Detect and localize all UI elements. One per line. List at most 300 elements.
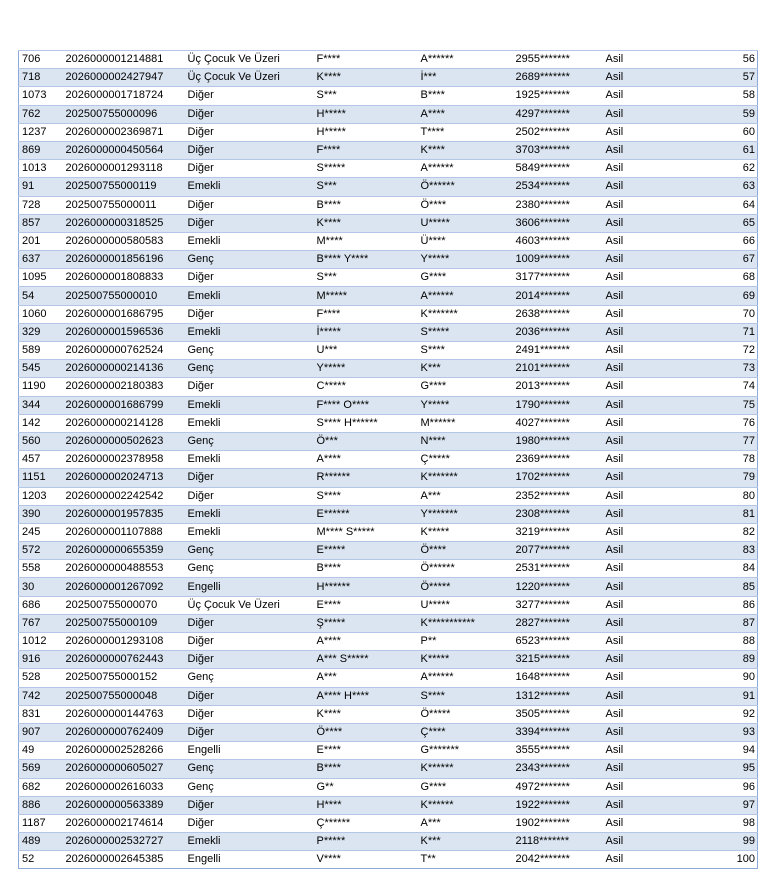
cell-application-no: 2026000002180383	[63, 378, 185, 396]
cell-id-number: 4603*******	[513, 232, 603, 250]
cell-rank: 74	[663, 378, 758, 396]
cell-id-number: 2369*******	[513, 451, 603, 469]
cell-application-no: 2026000000563389	[63, 796, 185, 814]
cell-first-name: B****	[314, 196, 418, 214]
cell-id-number: 1902*******	[513, 814, 603, 832]
cell-last-name: K*****	[418, 523, 513, 541]
cell-rank: 84	[663, 560, 758, 578]
cell-rank: 98	[663, 814, 758, 832]
cell-last-name: A******	[418, 51, 513, 69]
cell-row-no: 1095	[19, 269, 63, 287]
cell-category: Diğer	[185, 378, 314, 396]
cell-application-no: 2026000002645385	[63, 851, 185, 869]
cell-application-no: 202500755000011	[63, 196, 185, 214]
cell-application-no: 2026000000214128	[63, 414, 185, 432]
cell-first-name: A****	[314, 451, 418, 469]
cell-category: Üç Çocuk Ve Üzeri	[185, 51, 314, 69]
cell-rank: 79	[663, 469, 758, 487]
cell-row-no: 49	[19, 742, 63, 760]
cell-rank: 86	[663, 596, 758, 614]
cell-last-name: T**	[418, 851, 513, 869]
cell-category: Diğer	[185, 705, 314, 723]
cell-id-number: 3394*******	[513, 723, 603, 741]
cell-row-no: 907	[19, 723, 63, 741]
cell-category: Emekli	[185, 505, 314, 523]
table-row	[19, 87, 758, 105]
cell-application-no: 2026000002369871	[63, 123, 185, 141]
cell-id-number: 2013*******	[513, 378, 603, 396]
cell-id-number: 2380*******	[513, 196, 603, 214]
cell-last-name: A***	[418, 814, 513, 832]
cell-first-name: V****	[314, 851, 418, 869]
cell-id-number: 1312*******	[513, 687, 603, 705]
cell-application-no: 2026000000502623	[63, 432, 185, 450]
cell-application-no: 2026000001808833	[63, 269, 185, 287]
table-row	[19, 305, 758, 323]
cell-category: Genç	[185, 542, 314, 560]
cell-row-no: 329	[19, 323, 63, 341]
cell-category: Emekli	[185, 396, 314, 414]
cell-first-name: G**	[314, 778, 418, 796]
cell-status: Asil	[603, 360, 663, 378]
cell-last-name: Ö****	[418, 542, 513, 560]
cell-row-no: 742	[19, 687, 63, 705]
cell-application-no: 2026000002427947	[63, 69, 185, 87]
cell-id-number: 1925*******	[513, 87, 603, 105]
table-row	[19, 123, 758, 141]
cell-id-number: 4297*******	[513, 105, 603, 123]
cell-id-number: 3215*******	[513, 651, 603, 669]
cell-application-no: 2026000001856196	[63, 251, 185, 269]
cell-application-no: 2026000002528266	[63, 742, 185, 760]
cell-category: Emekli	[185, 523, 314, 541]
cell-rank: 77	[663, 432, 758, 450]
cell-last-name: Ö*****	[418, 705, 513, 723]
cell-first-name: E****	[314, 742, 418, 760]
cell-rank: 70	[663, 305, 758, 323]
cell-rank: 61	[663, 141, 758, 159]
table-row	[19, 469, 758, 487]
table-row	[19, 542, 758, 560]
cell-last-name: A******	[418, 669, 513, 687]
cell-first-name: M****	[314, 232, 418, 250]
cell-id-number: 2531*******	[513, 560, 603, 578]
cell-last-name: T****	[418, 123, 513, 141]
cell-application-no: 2026000002024713	[63, 469, 185, 487]
cell-application-no: 202500755000152	[63, 669, 185, 687]
cell-status: Asil	[603, 705, 663, 723]
cell-last-name: A******	[418, 287, 513, 305]
cell-category: Diğer	[185, 651, 314, 669]
cell-id-number: 2036*******	[513, 323, 603, 341]
cell-application-no: 2026000002242542	[63, 487, 185, 505]
cell-status: Asil	[603, 596, 663, 614]
cell-first-name: A*** S*****	[314, 651, 418, 669]
cell-row-no: 682	[19, 778, 63, 796]
cell-status: Asil	[603, 523, 663, 541]
cell-category: Diğer	[185, 87, 314, 105]
cell-status: Asil	[603, 251, 663, 269]
cell-row-no: 1013	[19, 160, 63, 178]
cell-rank: 75	[663, 396, 758, 414]
cell-status: Asil	[603, 432, 663, 450]
cell-last-name: Ö****	[418, 196, 513, 214]
table-row	[19, 560, 758, 578]
cell-application-no: 2026000000605027	[63, 760, 185, 778]
table-row	[19, 323, 758, 341]
cell-status: Asil	[603, 651, 663, 669]
cell-category: Diğer	[185, 305, 314, 323]
cell-status: Asil	[603, 269, 663, 287]
cell-application-no: 2026000001293108	[63, 633, 185, 651]
table-row	[19, 833, 758, 851]
cell-last-name: Ö******	[418, 560, 513, 578]
cell-status: Asil	[603, 796, 663, 814]
cell-status: Asil	[603, 196, 663, 214]
cell-category: Engelli	[185, 578, 314, 596]
cell-status: Asil	[603, 451, 663, 469]
cell-category: Diğer	[185, 214, 314, 232]
cell-last-name: U*****	[418, 214, 513, 232]
cell-row-no: 569	[19, 760, 63, 778]
cell-category: Üç Çocuk Ve Üzeri	[185, 596, 314, 614]
cell-first-name: M**** S*****	[314, 523, 418, 541]
cell-first-name: S*****	[314, 160, 418, 178]
cell-category: Genç	[185, 760, 314, 778]
cell-status: Asil	[603, 141, 663, 159]
cell-application-no: 202500755000010	[63, 287, 185, 305]
cell-row-no: 831	[19, 705, 63, 723]
cell-last-name: K****	[418, 141, 513, 159]
cell-row-no: 91	[19, 178, 63, 196]
cell-rank: 66	[663, 232, 758, 250]
table-row	[19, 760, 758, 778]
cell-category: Diğer	[185, 469, 314, 487]
cell-last-name: G****	[418, 778, 513, 796]
cell-rank: 72	[663, 342, 758, 360]
cell-id-number: 3505*******	[513, 705, 603, 723]
cell-last-name: K***********	[418, 614, 513, 632]
cell-rank: 60	[663, 123, 758, 141]
cell-first-name: F**** O****	[314, 396, 418, 414]
cell-category: Diğer	[185, 614, 314, 632]
cell-category: Genç	[185, 251, 314, 269]
cell-first-name: F****	[314, 141, 418, 159]
cell-category: Engelli	[185, 742, 314, 760]
cell-first-name: P*****	[314, 833, 418, 851]
cell-row-no: 718	[19, 69, 63, 87]
cell-first-name: A***	[314, 669, 418, 687]
cell-category: Emekli	[185, 833, 314, 851]
table-row	[19, 214, 758, 232]
cell-row-no: 1190	[19, 378, 63, 396]
cell-first-name: U***	[314, 342, 418, 360]
cell-id-number: 2077*******	[513, 542, 603, 560]
cell-row-no: 1151	[19, 469, 63, 487]
cell-first-name: E******	[314, 505, 418, 523]
cell-id-number: 2101*******	[513, 360, 603, 378]
table-body	[19, 51, 758, 869]
cell-id-number: 2955*******	[513, 51, 603, 69]
table-row	[19, 505, 758, 523]
table-row	[19, 578, 758, 596]
cell-application-no: 2026000000762443	[63, 651, 185, 669]
cell-id-number: 2042*******	[513, 851, 603, 869]
cell-status: Asil	[603, 778, 663, 796]
cell-id-number: 2689*******	[513, 69, 603, 87]
cell-row-no: 869	[19, 141, 63, 159]
cell-id-number: 1648*******	[513, 669, 603, 687]
cell-application-no: 2026000001267092	[63, 578, 185, 596]
cell-rank: 90	[663, 669, 758, 687]
table-row	[19, 723, 758, 741]
cell-first-name: H******	[314, 578, 418, 596]
table-row	[19, 705, 758, 723]
cell-first-name: H*****	[314, 123, 418, 141]
cell-category: Diğer	[185, 796, 314, 814]
cell-id-number: 2534*******	[513, 178, 603, 196]
cell-status: Asil	[603, 814, 663, 832]
cell-application-no: 2026000002532727	[63, 833, 185, 851]
cell-application-no: 2026000001214881	[63, 51, 185, 69]
table-row	[19, 196, 758, 214]
cell-application-no: 2026000002174614	[63, 814, 185, 832]
cell-first-name: S****	[314, 487, 418, 505]
cell-row-no: 142	[19, 414, 63, 432]
table-row	[19, 796, 758, 814]
cell-row-no: 916	[19, 651, 63, 669]
cell-id-number: 3277*******	[513, 596, 603, 614]
table-row	[19, 669, 758, 687]
cell-id-number: 2638*******	[513, 305, 603, 323]
cell-last-name: K*******	[418, 469, 513, 487]
cell-status: Asil	[603, 633, 663, 651]
table-row	[19, 596, 758, 614]
cell-first-name: A****	[314, 633, 418, 651]
cell-application-no: 2026000001107888	[63, 523, 185, 541]
cell-row-no: 686	[19, 596, 63, 614]
cell-rank: 73	[663, 360, 758, 378]
cell-id-number: 2491*******	[513, 342, 603, 360]
cell-rank: 80	[663, 487, 758, 505]
cell-last-name: N****	[418, 432, 513, 450]
cell-rank: 56	[663, 51, 758, 69]
cell-rank: 78	[663, 451, 758, 469]
cell-category: Emekli	[185, 232, 314, 250]
table-row	[19, 160, 758, 178]
cell-id-number: 1009*******	[513, 251, 603, 269]
cell-rank: 96	[663, 778, 758, 796]
cell-row-no: 762	[19, 105, 63, 123]
cell-row-no: 1060	[19, 305, 63, 323]
cell-category: Emekli	[185, 414, 314, 432]
cell-category: Genç	[185, 342, 314, 360]
cell-rank: 97	[663, 796, 758, 814]
cell-first-name: M*****	[314, 287, 418, 305]
cell-last-name: P**	[418, 633, 513, 651]
cell-status: Asil	[603, 560, 663, 578]
cell-status: Asil	[603, 232, 663, 250]
cell-row-no: 1187	[19, 814, 63, 832]
cell-rank: 83	[663, 542, 758, 560]
cell-id-number: 1220*******	[513, 578, 603, 596]
cell-row-no: 201	[19, 232, 63, 250]
cell-rank: 82	[663, 523, 758, 541]
cell-last-name: Y*****	[418, 251, 513, 269]
cell-last-name: S*****	[418, 323, 513, 341]
table-row	[19, 742, 758, 760]
cell-first-name: K****	[314, 705, 418, 723]
cell-last-name: A****	[418, 105, 513, 123]
cell-last-name: Y*****	[418, 396, 513, 414]
table-row	[19, 687, 758, 705]
cell-category: Diğer	[185, 814, 314, 832]
cell-rank: 57	[663, 69, 758, 87]
cell-category: Emekli	[185, 178, 314, 196]
cell-last-name: K******	[418, 760, 513, 778]
cell-application-no: 202500755000096	[63, 105, 185, 123]
cell-rank: 67	[663, 251, 758, 269]
cell-application-no: 2026000000762524	[63, 342, 185, 360]
cell-status: Asil	[603, 760, 663, 778]
cell-rank: 71	[663, 323, 758, 341]
cell-id-number: 3219*******	[513, 523, 603, 541]
cell-status: Asil	[603, 851, 663, 869]
cell-row-no: 589	[19, 342, 63, 360]
cell-application-no: 202500755000119	[63, 178, 185, 196]
cell-row-no: 1203	[19, 487, 63, 505]
cell-row-no: 706	[19, 51, 63, 69]
cell-application-no: 2026000000144763	[63, 705, 185, 723]
cell-last-name: K***	[418, 360, 513, 378]
cell-rank: 65	[663, 214, 758, 232]
table-row	[19, 432, 758, 450]
cell-status: Asil	[603, 396, 663, 414]
cell-row-no: 54	[19, 287, 63, 305]
cell-id-number: 3703*******	[513, 141, 603, 159]
cell-first-name: S***	[314, 178, 418, 196]
cell-row-no: 560	[19, 432, 63, 450]
cell-row-no: 52	[19, 851, 63, 869]
cell-row-no: 857	[19, 214, 63, 232]
cell-last-name: Ç****	[418, 723, 513, 741]
cell-first-name: S***	[314, 269, 418, 287]
cell-row-no: 30	[19, 578, 63, 596]
cell-last-name: S****	[418, 342, 513, 360]
cell-first-name: E*****	[314, 542, 418, 560]
cell-rank: 69	[663, 287, 758, 305]
cell-row-no: 489	[19, 833, 63, 851]
cell-category: Diğer	[185, 196, 314, 214]
cell-id-number: 3177*******	[513, 269, 603, 287]
cell-rank: 68	[663, 269, 758, 287]
results-table	[18, 50, 758, 869]
cell-first-name: K****	[314, 69, 418, 87]
cell-last-name: A******	[418, 160, 513, 178]
cell-category: Üç Çocuk Ve Üzeri	[185, 69, 314, 87]
cell-rank: 64	[663, 196, 758, 214]
cell-application-no: 2026000001686799	[63, 396, 185, 414]
cell-rank: 59	[663, 105, 758, 123]
cell-id-number: 2118*******	[513, 833, 603, 851]
cell-application-no: 202500755000070	[63, 596, 185, 614]
table-row	[19, 69, 758, 87]
cell-id-number: 6523*******	[513, 633, 603, 651]
cell-row-no: 558	[19, 560, 63, 578]
cell-status: Asil	[603, 487, 663, 505]
table-row	[19, 614, 758, 632]
cell-application-no: 2026000000318525	[63, 214, 185, 232]
cell-category: Genç	[185, 560, 314, 578]
cell-status: Asil	[603, 123, 663, 141]
cell-first-name: H*****	[314, 105, 418, 123]
cell-status: Asil	[603, 723, 663, 741]
table-row	[19, 651, 758, 669]
cell-category: Genç	[185, 432, 314, 450]
cell-id-number: 2502*******	[513, 123, 603, 141]
cell-rank: 99	[663, 833, 758, 851]
cell-first-name: İ*****	[314, 323, 418, 341]
cell-first-name: Y*****	[314, 360, 418, 378]
cell-last-name: G****	[418, 378, 513, 396]
cell-id-number: 1980*******	[513, 432, 603, 450]
cell-row-no: 637	[19, 251, 63, 269]
cell-category: Diğer	[185, 269, 314, 287]
cell-application-no: 2026000000762409	[63, 723, 185, 741]
cell-application-no: 202500755000048	[63, 687, 185, 705]
cell-last-name: Ö*****	[418, 578, 513, 596]
cell-status: Asil	[603, 214, 663, 232]
table-row	[19, 814, 758, 832]
cell-status: Asil	[603, 833, 663, 851]
cell-status: Asil	[603, 542, 663, 560]
cell-category: Diğer	[185, 687, 314, 705]
cell-row-no: 767	[19, 614, 63, 632]
cell-status: Asil	[603, 469, 663, 487]
cell-category: Genç	[185, 360, 314, 378]
cell-first-name: F****	[314, 51, 418, 69]
cell-rank: 87	[663, 614, 758, 632]
cell-application-no: 202500755000109	[63, 614, 185, 632]
cell-application-no: 2026000000214136	[63, 360, 185, 378]
cell-id-number: 2343*******	[513, 760, 603, 778]
cell-rank: 81	[663, 505, 758, 523]
cell-last-name: K*****	[418, 651, 513, 669]
cell-id-number: 1790*******	[513, 396, 603, 414]
cell-status: Asil	[603, 378, 663, 396]
cell-category: Diğer	[185, 723, 314, 741]
cell-rank: 93	[663, 723, 758, 741]
cell-id-number: 2352*******	[513, 487, 603, 505]
cell-id-number: 2014*******	[513, 287, 603, 305]
cell-status: Asil	[603, 305, 663, 323]
table-row	[19, 851, 758, 869]
cell-category: Genç	[185, 778, 314, 796]
cell-id-number: 5849*******	[513, 160, 603, 178]
cell-application-no: 2026000001957835	[63, 505, 185, 523]
cell-status: Asil	[603, 287, 663, 305]
cell-last-name: G*******	[418, 742, 513, 760]
cell-row-no: 390	[19, 505, 63, 523]
cell-status: Asil	[603, 105, 663, 123]
cell-application-no: 2026000001718724	[63, 87, 185, 105]
cell-category: Diğer	[185, 633, 314, 651]
cell-rank: 76	[663, 414, 758, 432]
cell-row-no: 245	[19, 523, 63, 541]
cell-application-no: 2026000001686795	[63, 305, 185, 323]
cell-category: Emekli	[185, 323, 314, 341]
cell-last-name: A***	[418, 487, 513, 505]
